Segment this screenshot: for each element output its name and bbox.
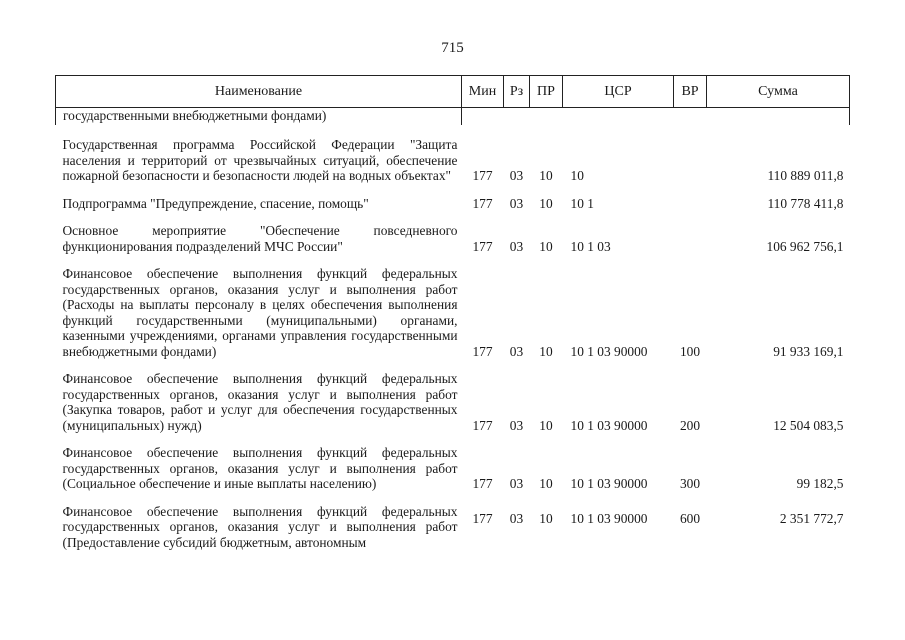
table-row [56,266,850,359]
row-min: 177 [472,476,493,491]
row-min: 177 [472,195,493,211]
row-min [462,108,504,126]
budget-table [55,75,850,550]
row-sum: 12 504 083,5 [773,417,844,433]
row-pr: 10 [539,476,553,491]
row-min: 177 [472,238,493,254]
row-name: Государственная программа Российской Федерации "Защита населения и территорий от чрезвычайных ситуаций, обеспечение пожарной безопасности и безопасности людей на водных объектах" [62,137,458,183]
row-name: Подпрограмма "Предупреждение, спасение, помощь" [62,195,369,211]
row-sum: 106 962 756,1 [766,238,844,254]
row-sum: 110 778 411,8 [767,195,844,211]
row-csr: 10 [570,168,584,183]
row-rz: 03 [509,511,524,527]
table-header-row [56,76,850,108]
row-name: государственными внебюджетными фондами) [56,108,462,126]
row-vr: 100 [679,343,701,359]
row-sum: 2 351 772,7 [779,511,844,527]
row-pr: 10 [539,343,553,359]
header-sum: Сумма [707,76,850,108]
row-name-text: Финансовое обеспечение выполнения функций федеральных государственных органов, оказания услуг и выполнения работ (Предоставление субсидий бюджетным, автономным [62,503,458,550]
row-csr [563,108,674,126]
row-rz [504,108,530,126]
row-vr: 600 [679,511,701,527]
row-vr: 300 [679,476,701,491]
row-vr [674,137,707,184]
header-vr: ВР [674,76,707,108]
row-rz: 03 [509,238,524,254]
row-pr: 10 [539,238,553,254]
header-rz: Рз [504,76,530,108]
row-csr: 10 1 03 90000 [570,476,648,491]
row-csr: 10 1 03 90000 [570,343,648,359]
header-min: Мин [462,76,504,108]
row-pr: 10 [539,417,553,433]
table-row [56,371,850,433]
table-row [56,196,850,212]
table-row [56,137,850,184]
row-rz: 03 [509,343,524,359]
row-name [56,503,462,550]
row-csr: 10 1 03 90000 [570,511,648,527]
row-csr: 10 1 03 [570,238,611,254]
row-name: Финансовое обеспечение выполнения функций федеральных государственных органов, оказания услуг и выполнения работ (Расходы на выплаты персоналу в целях обеспечения выполнения функций государственными (муниципальными) органами, казенными учреждениями, органами управления государственными внебюджетными фондами) [62,266,458,359]
row-name: Основное мероприятие "Обеспечение повседневного функционирования подразделений МЧС России" [62,223,458,254]
header-csr: ЦСР [563,76,674,108]
row-rz: 03 [509,168,524,183]
row-vr [674,196,707,212]
row-rz: 03 [509,195,524,211]
table-row [56,445,850,492]
row-rz: 03 [509,476,524,491]
row-name: Финансовое обеспечение выполнения функций федеральных государственных органов, оказания услуг и выполнения работ (Закупка товаров, работ и услуг для обеспечения государственных (муниципальных) нужд) [62,371,458,433]
row-pr: 10 [539,195,553,211]
row-vr [674,223,707,254]
row-sum [707,108,850,126]
row-pr: 10 [539,168,553,183]
row-sum: 110 889 011,8 [767,168,844,183]
table-row [56,108,850,126]
row-vr [674,108,707,126]
row-min: 177 [472,168,493,183]
table-row [56,504,850,535]
header-name: Наименование [56,76,462,108]
row-sum: 91 933 169,1 [773,343,844,359]
row-name: Финансовое обеспечение выполнения функций федеральных государственных органов, оказания услуг и выполнения работ (Социальное обеспечение и иные выплаты населению) [62,445,458,491]
row-vr: 200 [679,417,701,433]
row-min: 177 [472,343,493,359]
row-sum: 99 182,5 [796,476,844,491]
table-row [56,223,850,254]
row-csr: 10 1 [570,195,594,211]
row-min: 177 [472,417,493,433]
row-min: 177 [472,511,493,527]
row-rz: 03 [509,417,524,433]
row-pr [530,108,563,126]
header-pr: ПР [530,76,563,108]
row-csr: 10 1 03 90000 [570,417,648,433]
row-pr: 10 [539,511,553,527]
page-number: 715 [441,40,464,56]
